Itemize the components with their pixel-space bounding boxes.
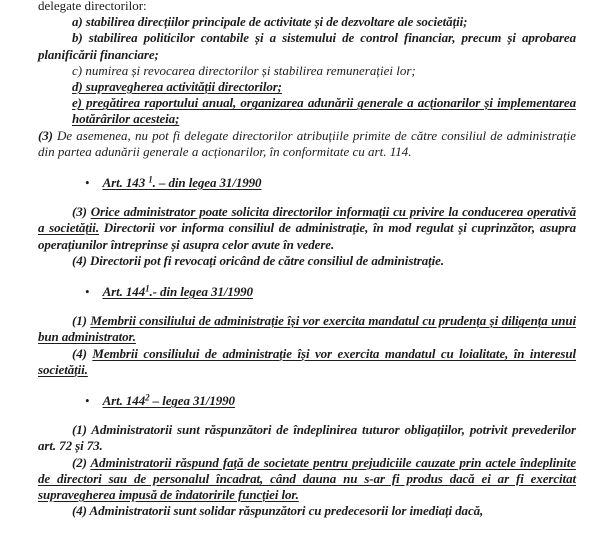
heading-art-144-2-title: [103, 393, 235, 408]
paragraph-text: De asemenea, nu pot fi delegate directorilor atribuțiile primite de către consiliul de administrație din partea adunării generale a acționarilor, în conformitate cu art. 114.: [38, 127, 576, 159]
list-item-a: a) stabilirea direcțiilor principale de activitate și de dezvoltare ale societății;: [72, 14, 468, 30]
paragraph-fragment: delegate directorilor:: [38, 0, 147, 13]
heading-art-144-1: [38, 284, 576, 300]
paragraph-underlined-text: Membrii consiliului de administrație își vor exercita mandatul cu prudența și diligența unui bun administrator.: [38, 313, 577, 345]
paragraph-143-4: (4) Directorii pot fi revocați oricând de către consiliul de administrație.: [72, 252, 444, 268]
heading-art-144-1-title: [103, 284, 253, 299]
paragraph-number: (1): [72, 313, 91, 329]
heading-superscript: 1: [145, 283, 150, 294]
heading-art-143: [38, 175, 576, 191]
paragraph-underlined-text: Membrii consiliului de administrație își vor exercita mandatul cu loialitate, în interesul societății.: [38, 345, 576, 377]
paragraph-number: (2): [72, 454, 91, 470]
bullet-icon: •: [85, 394, 90, 408]
heading-art-144-2: [38, 393, 576, 409]
list-item-d: d) supravegherea activității directorilor;: [72, 79, 282, 95]
paragraph-144-2-1: (1) Administratorii sunt răspunzători de îndeplinirea tuturor obligațiilor, potrivit prevederilor art. 72 și 73.: [38, 422, 576, 454]
paragraph-144-2-2: [38, 455, 576, 504]
list-item-c: c) numirea și revocarea directorilor și stabilirea remunerației lor;: [72, 62, 416, 78]
paragraph-number: (3): [72, 204, 91, 220]
list-item-e: e) pregătirea raportului anual, organizarea adunării generale a acționarilor și implementarea hotărârilor acesteia;: [72, 95, 576, 127]
bullet-icon: •: [85, 285, 90, 299]
heading-suffix: – legea 31/1990: [149, 393, 235, 409]
heading-superscript: 2: [145, 392, 150, 403]
heading-prefix: Art. 144: [102, 284, 146, 300]
paragraph-144-1-1: [38, 313, 576, 345]
paragraph-144-2-4: (4) Administratorii sunt solidar răspunzători cu predecesorii lor imediați dacă,: [72, 503, 484, 519]
heading-prefix: Art. 143: [102, 175, 149, 191]
bullet-icon: •: [85, 176, 90, 189]
heading-art-143-title: [103, 175, 262, 190]
paragraph-number: (3): [38, 127, 53, 143]
paragraph-underlined-text: Administratorii răspund față de societate pentru prejudiciile cauzate prin actele îndeplinite de directori sau de personalul încadrat, când dauna nu s-ar fi produs dacă ei ar fi exercitat supravegherea impusă de îndatoririle funcției lor.: [38, 454, 576, 503]
heading-suffix: .- din legea 31/1990: [149, 284, 253, 300]
paragraph-3-delegation: [38, 128, 576, 160]
heading-prefix: Art. 144: [102, 393, 146, 409]
heading-superscript: 1: [148, 174, 153, 185]
paragraph-number: (4): [72, 345, 93, 361]
paragraph-144-1-4: [38, 346, 576, 378]
paragraph-underlined-text: Orice administrator poate solicita directorilor informații cu privire la conducerea operativă a societății.: [38, 204, 576, 236]
paragraph-143-3: [38, 204, 576, 253]
paragraph-text: Directorii vor informa consiliul de administrație, în mod regulat și cuprinzător, asupra operațiunilor întreprinse și asupra celor avute în vedere.: [38, 220, 576, 252]
list-item-b: b) stabilirea politicilor contabile și a sistemului de control financiar, precum și aprobarea planificării financiare;: [38, 30, 576, 62]
heading-suffix: . – din legea 31/1990: [152, 175, 262, 191]
